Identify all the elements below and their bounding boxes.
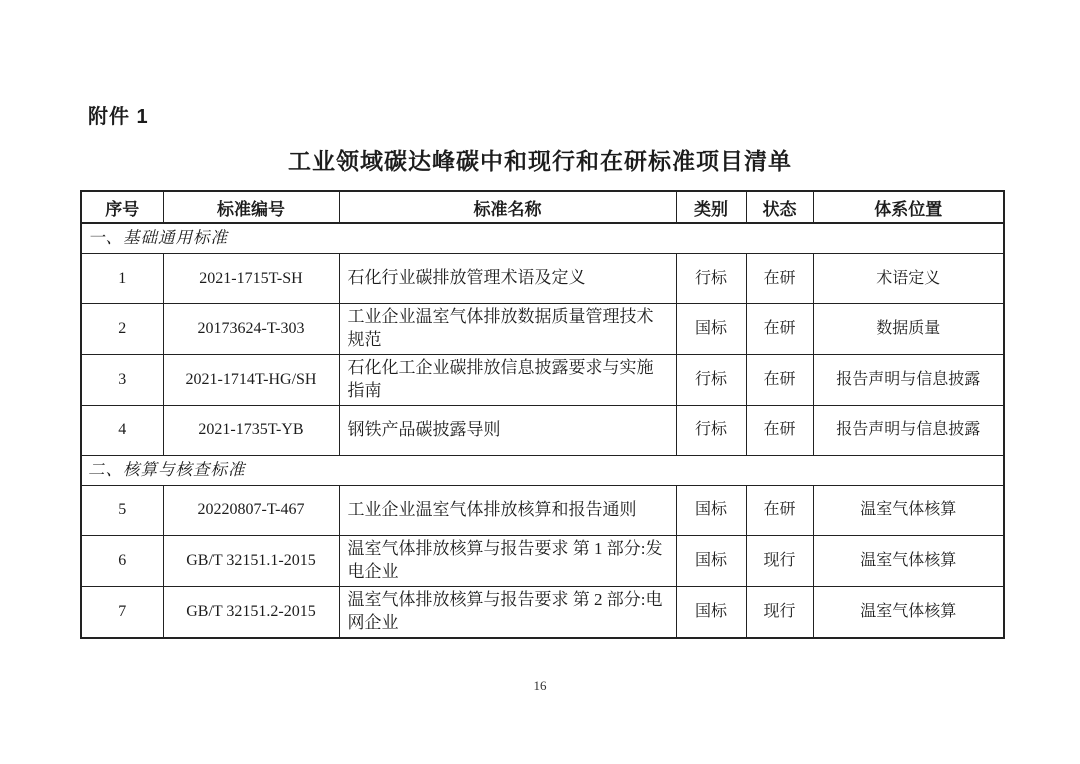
- cell-status: 在研: [746, 405, 813, 455]
- cell-standard-name: 石化行业碳排放管理术语及定义: [339, 254, 676, 304]
- cell-category: 行标: [676, 354, 746, 405]
- cell-status: 在研: [746, 485, 813, 535]
- column-header-5: 状态: [746, 191, 813, 223]
- cell-standard-no: GB/T 32151.2-2015: [163, 586, 339, 637]
- cell-category: 国标: [676, 535, 746, 586]
- table-header: [81, 191, 1004, 223]
- table-row: [81, 405, 1004, 455]
- section-row: [81, 455, 1004, 485]
- cell-category: 国标: [676, 586, 746, 637]
- page-number: 16: [533, 678, 547, 693]
- cell-category: 行标: [676, 405, 746, 455]
- cell-standard-no: 2021-1735T-YB: [163, 405, 339, 455]
- cell-index: 4: [81, 405, 163, 455]
- cell-category: 行标: [676, 254, 746, 304]
- cell-index: 1: [81, 254, 163, 304]
- cell-index: 3: [81, 354, 163, 405]
- section-row: [81, 223, 1004, 254]
- cell-system-position: 数据质量: [813, 304, 1004, 355]
- cell-standard-no: 2021-1714T-HG/SH: [163, 354, 339, 405]
- cell-standard-name: 石化化工企业碳排放信息披露要求与实施指南: [339, 354, 676, 405]
- cell-system-position: 温室气体核算: [813, 586, 1004, 637]
- column-header-6: 体系位置: [813, 191, 1004, 223]
- cell-system-position: 术语定义: [813, 254, 1004, 304]
- page-title: 工业领域碳达峰碳中和现行和在研标准项目清单: [288, 148, 792, 174]
- cell-status: 现行: [746, 586, 813, 637]
- cell-standard-no: 2021-1715T-SH: [163, 254, 339, 304]
- cell-category: 国标: [676, 304, 746, 355]
- cell-index: 7: [81, 586, 163, 637]
- cell-system-position: 报告声明与信息披露: [813, 405, 1004, 455]
- cell-standard-no: 20173624-T-303: [163, 304, 339, 355]
- cell-standard-name: 工业企业温室气体排放核算和报告通则: [339, 485, 676, 535]
- attachment-label: 附件 1: [88, 106, 149, 128]
- cell-standard-name: 温室气体排放核算与报告要求 第 1 部分:发电企业: [339, 535, 676, 586]
- column-header-2: 标准编号: [163, 191, 339, 223]
- cell-standard-name: 工业企业温室气体排放数据质量管理技术规范: [339, 304, 676, 355]
- cell-status: 在研: [746, 354, 813, 405]
- cell-category: 国标: [676, 485, 746, 535]
- cell-index: 5: [81, 485, 163, 535]
- table-row: [81, 535, 1004, 586]
- column-header-3: 标准名称: [339, 191, 676, 223]
- column-header-4: 类别: [676, 191, 746, 223]
- cell-standard-name: 钢铁产品碳披露导则: [339, 405, 676, 455]
- cell-standard-no: 20220807-T-467: [163, 485, 339, 535]
- column-header-1: 序号: [81, 191, 163, 223]
- table-row: [81, 254, 1004, 304]
- cell-standard-no: GB/T 32151.1-2015: [163, 535, 339, 586]
- cell-system-position: 温室气体核算: [813, 535, 1004, 586]
- cell-standard-name: 温室气体排放核算与报告要求 第 2 部分:电网企业: [339, 586, 676, 637]
- cell-status: 在研: [746, 304, 813, 355]
- standards-table: [80, 190, 1005, 639]
- section-title: 一、基础通用标准: [81, 223, 1004, 254]
- cell-index: 2: [81, 304, 163, 355]
- cell-system-position: 报告声明与信息披露: [813, 354, 1004, 405]
- table-row: [81, 586, 1004, 637]
- cell-status: 现行: [746, 535, 813, 586]
- table-row: [81, 354, 1004, 405]
- header-row: [81, 191, 1004, 223]
- cell-index: 6: [81, 535, 163, 586]
- table-row: [81, 304, 1004, 355]
- cell-status: 在研: [746, 254, 813, 304]
- table-row: [81, 485, 1004, 535]
- cell-system-position: 温室气体核算: [813, 485, 1004, 535]
- section-title: 二、核算与核查标准: [81, 455, 1004, 485]
